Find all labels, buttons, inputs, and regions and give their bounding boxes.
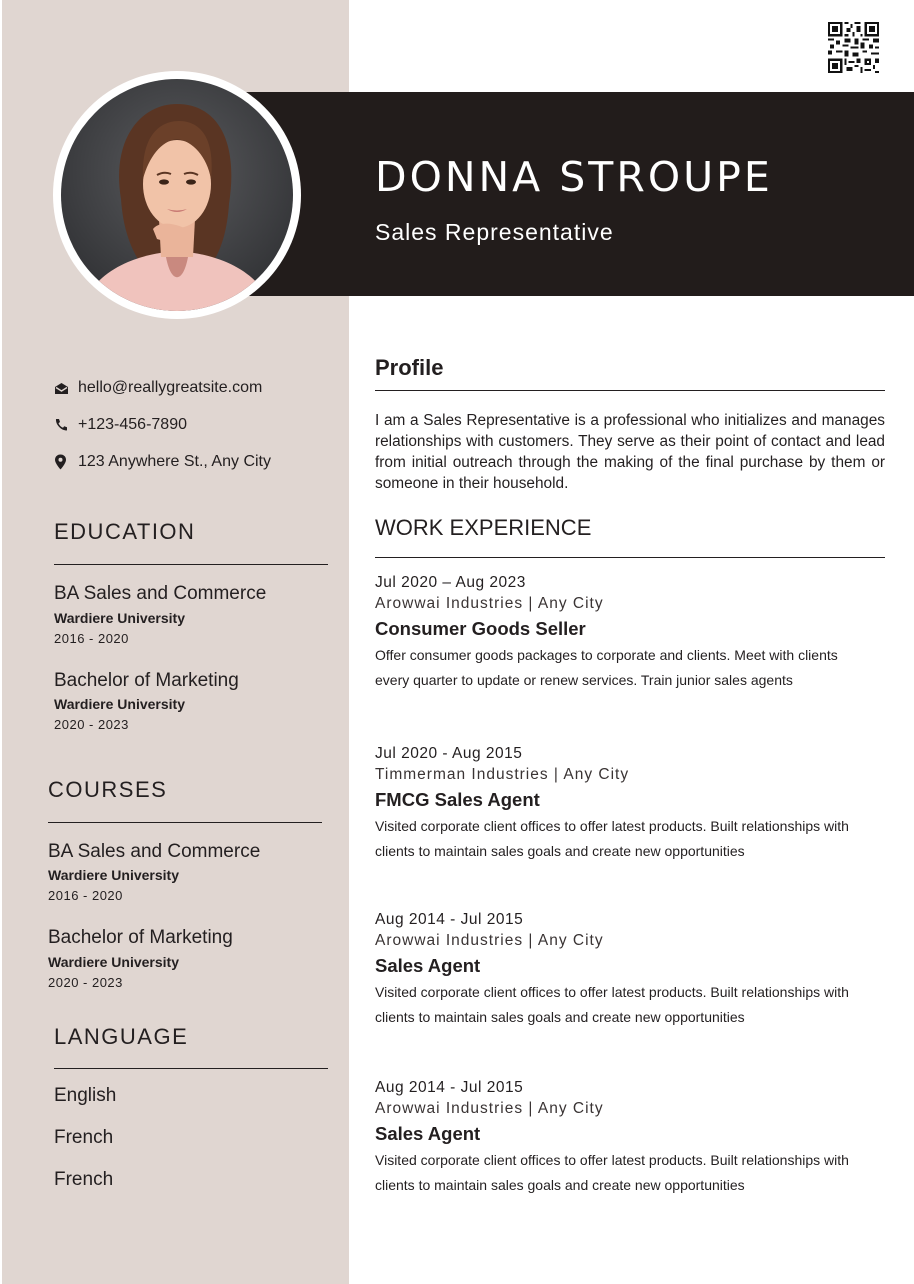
job-dates: Aug 2014 - Jul 2015 <box>375 1079 524 1096</box>
language-divider <box>54 1068 328 1069</box>
contact-phone[interactable] <box>54 416 187 434</box>
work-experience-heading: WORK EXPERIENCE <box>375 515 592 540</box>
job-dates: Jul 2020 – Aug 2023 <box>375 574 526 591</box>
education-degree: Bachelor of Marketing <box>54 670 239 691</box>
envelope-icon <box>54 382 70 395</box>
job-company: Arowwai Industries | Any City <box>375 1100 604 1117</box>
job-entry <box>375 744 895 864</box>
course-degree: BA Sales and Commerce <box>48 841 261 862</box>
person-name: DONNA STROUPE <box>375 153 773 201</box>
qr-code-icon <box>828 22 879 73</box>
job-entry <box>375 1078 895 1198</box>
job-description: Offer consumer goods packages to corporate and clients. Meet with clients every quarter to update or renew services. Train junior sales agents <box>375 647 838 688</box>
profile-divider <box>375 390 885 391</box>
location-pin-icon <box>54 454 70 470</box>
phone-text: +123-456-7890 <box>78 416 187 433</box>
education-years: 2016 - 2020 <box>54 631 129 646</box>
job-dates: Aug 2014 - Jul 2015 <box>375 911 524 928</box>
course-school: Wardiere University <box>48 867 179 883</box>
job-title: FMCG Sales Agent <box>375 789 540 810</box>
course-degree: Bachelor of Marketing <box>48 927 233 948</box>
job-role: Sales Representative <box>375 219 614 245</box>
job-title: Consumer Goods Seller <box>375 618 586 639</box>
contact-email[interactable] <box>54 379 262 397</box>
profile-photo <box>61 79 293 311</box>
job-company: Timmerman Industries | Any City <box>375 766 630 783</box>
course-school: Wardiere University <box>48 954 179 970</box>
education-school: Wardiere University <box>54 696 185 712</box>
education-school: Wardiere University <box>54 610 185 626</box>
education-divider <box>54 564 328 565</box>
job-description: Visited corporate client offices to offer latest products. Built relationships with clients to maintain sales goals and create new opportunities <box>375 818 849 859</box>
courses-heading: COURSES <box>48 777 168 802</box>
education-heading: EDUCATION <box>54 519 196 544</box>
job-company: Arowwai Industries | Any City <box>375 595 604 612</box>
job-description: Visited corporate client offices to offer latest products. Built relationships with clients to maintain sales goals and create new opportunities <box>375 984 849 1025</box>
job-title: Sales Agent <box>375 955 481 976</box>
course-years: 2020 - 2023 <box>48 975 123 990</box>
job-entry <box>375 910 895 1030</box>
work-experience-divider <box>375 557 885 558</box>
job-title: Sales Agent <box>375 1123 481 1144</box>
phone-icon <box>54 418 70 432</box>
job-description: Visited corporate client offices to offer latest products. Built relationships with clients to maintain sales goals and create new opportunities <box>375 1152 849 1193</box>
course-years: 2016 - 2020 <box>48 888 123 903</box>
education-degree: BA Sales and Commerce <box>54 583 267 604</box>
education-years: 2020 - 2023 <box>54 717 129 732</box>
language-item: French <box>54 1127 114 1148</box>
contact-address <box>54 453 271 471</box>
language-heading: LANGUAGE <box>54 1024 189 1049</box>
courses-divider <box>48 822 322 823</box>
job-company: Arowwai Industries | Any City <box>375 932 604 949</box>
job-dates: Jul 2020 - Aug 2015 <box>375 745 523 762</box>
email-text: hello@reallygreatsite.com <box>78 379 263 396</box>
profile-heading: Profile <box>375 355 444 380</box>
language-item: English <box>54 1085 117 1106</box>
language-item: French <box>54 1169 114 1190</box>
address-text: 123 Anywhere St., Any City <box>78 453 271 470</box>
job-entry <box>375 573 895 693</box>
profile-text: I am a Sales Representative is a professional who initializes and manages relationships with customers. They serve as their point of contact and lead from initial outreach through the making of the final purchase by them or someone in their household. <box>375 412 885 492</box>
